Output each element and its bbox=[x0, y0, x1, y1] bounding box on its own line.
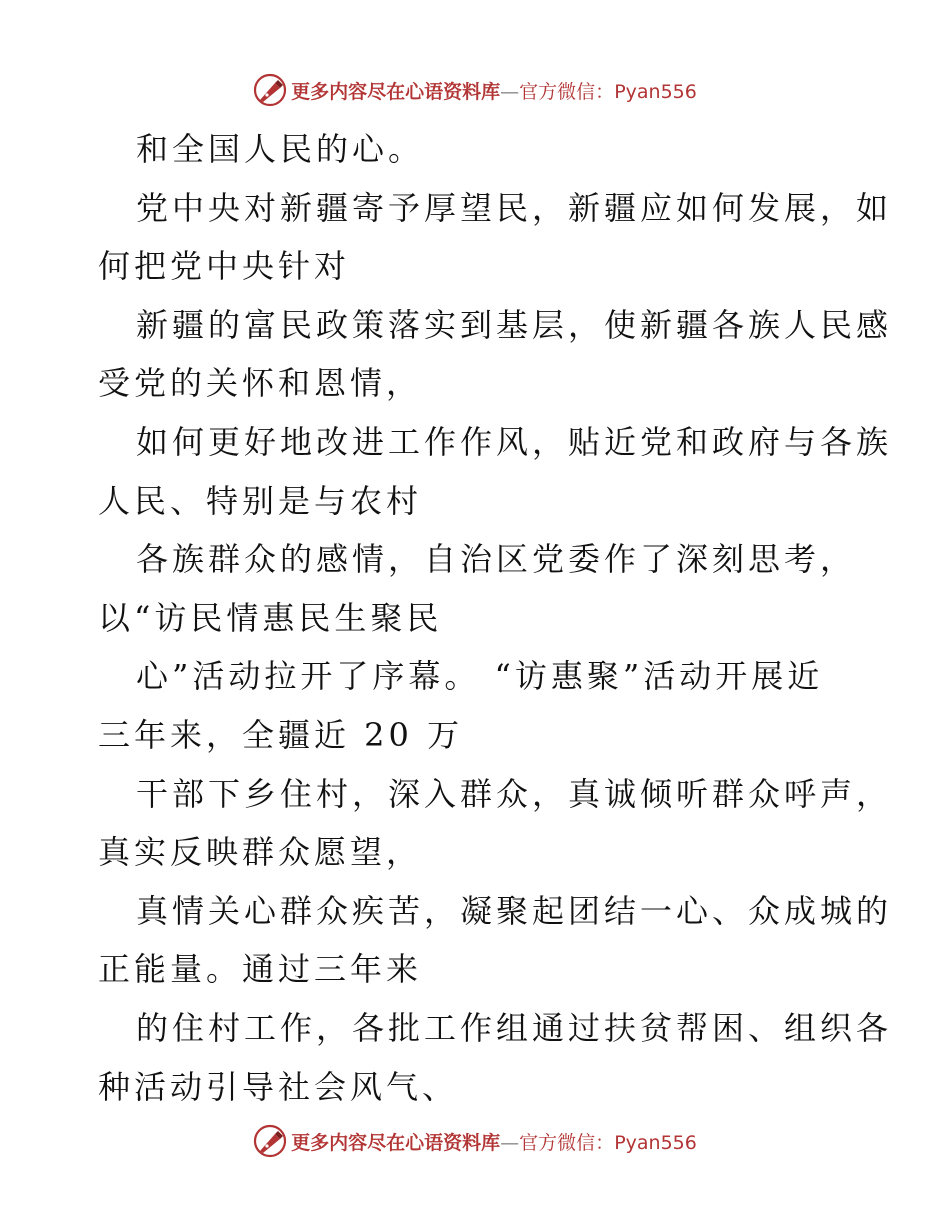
body-line: 真情关心群众疾苦，凝聚起团结一心、众成城的 bbox=[136, 891, 893, 930]
body-line: 干部下乡住村，深入群众，真诚倾听群众呼声， bbox=[136, 774, 893, 813]
body-line: 何把党中央针对 bbox=[98, 247, 351, 286]
header-title: 更多内容尽在心语资料库 bbox=[291, 80, 501, 103]
body-line: 的住村工作，各批工作组通过扶贫帮困、组织各 bbox=[136, 1008, 893, 1047]
header-banner-text bbox=[291, 77, 697, 104]
body-line: 党中央对新疆寄予厚望民，新疆应如何发展，如 bbox=[136, 188, 893, 227]
header-wechat-id: Pyan556 bbox=[614, 80, 697, 103]
body-line: 以“访民情惠民生聚民 bbox=[98, 598, 443, 637]
body-line: 真实反映群众愿望， bbox=[98, 833, 423, 872]
pen-nib-logo-icon bbox=[253, 73, 287, 107]
body-line: 种活动引导社会风气、 bbox=[98, 1067, 459, 1106]
footer-separator: — bbox=[500, 1131, 520, 1154]
body-line: 正能量。通过三年来 bbox=[98, 950, 423, 989]
footer-label: 官方微信： bbox=[519, 1131, 615, 1154]
body-line: 各族群众的感情，自治区党委作了深刻思考， bbox=[136, 540, 857, 579]
header-separator: — bbox=[500, 80, 520, 103]
document-body bbox=[98, 120, 893, 1116]
pen-nib-logo-icon bbox=[253, 1124, 287, 1158]
body-line: 新疆的富民政策落实到基层，使新疆各族人民感 bbox=[136, 305, 893, 344]
body-line: 人民、特别是与农村 bbox=[98, 481, 423, 520]
footer-banner-text bbox=[291, 1128, 697, 1155]
body-line: 三年来，全疆近 20 万 bbox=[98, 715, 464, 754]
body-line: 和全国人民的心。 bbox=[136, 130, 425, 168]
body-line: 受党的关怀和恩情， bbox=[98, 364, 423, 403]
footer-banner bbox=[0, 1121, 950, 1161]
footer-title: 更多内容尽在心语资料库 bbox=[291, 1131, 501, 1154]
body-line: 如何更好地改进工作作风，贴近党和政府与各族 bbox=[136, 422, 893, 461]
body-line: 心”活动拉开了序幕。 “访惠聚”活动开展近 bbox=[136, 657, 824, 696]
header-label: 官方微信： bbox=[519, 80, 615, 103]
header-banner bbox=[0, 70, 950, 110]
footer-wechat-id: Pyan556 bbox=[614, 1131, 697, 1154]
